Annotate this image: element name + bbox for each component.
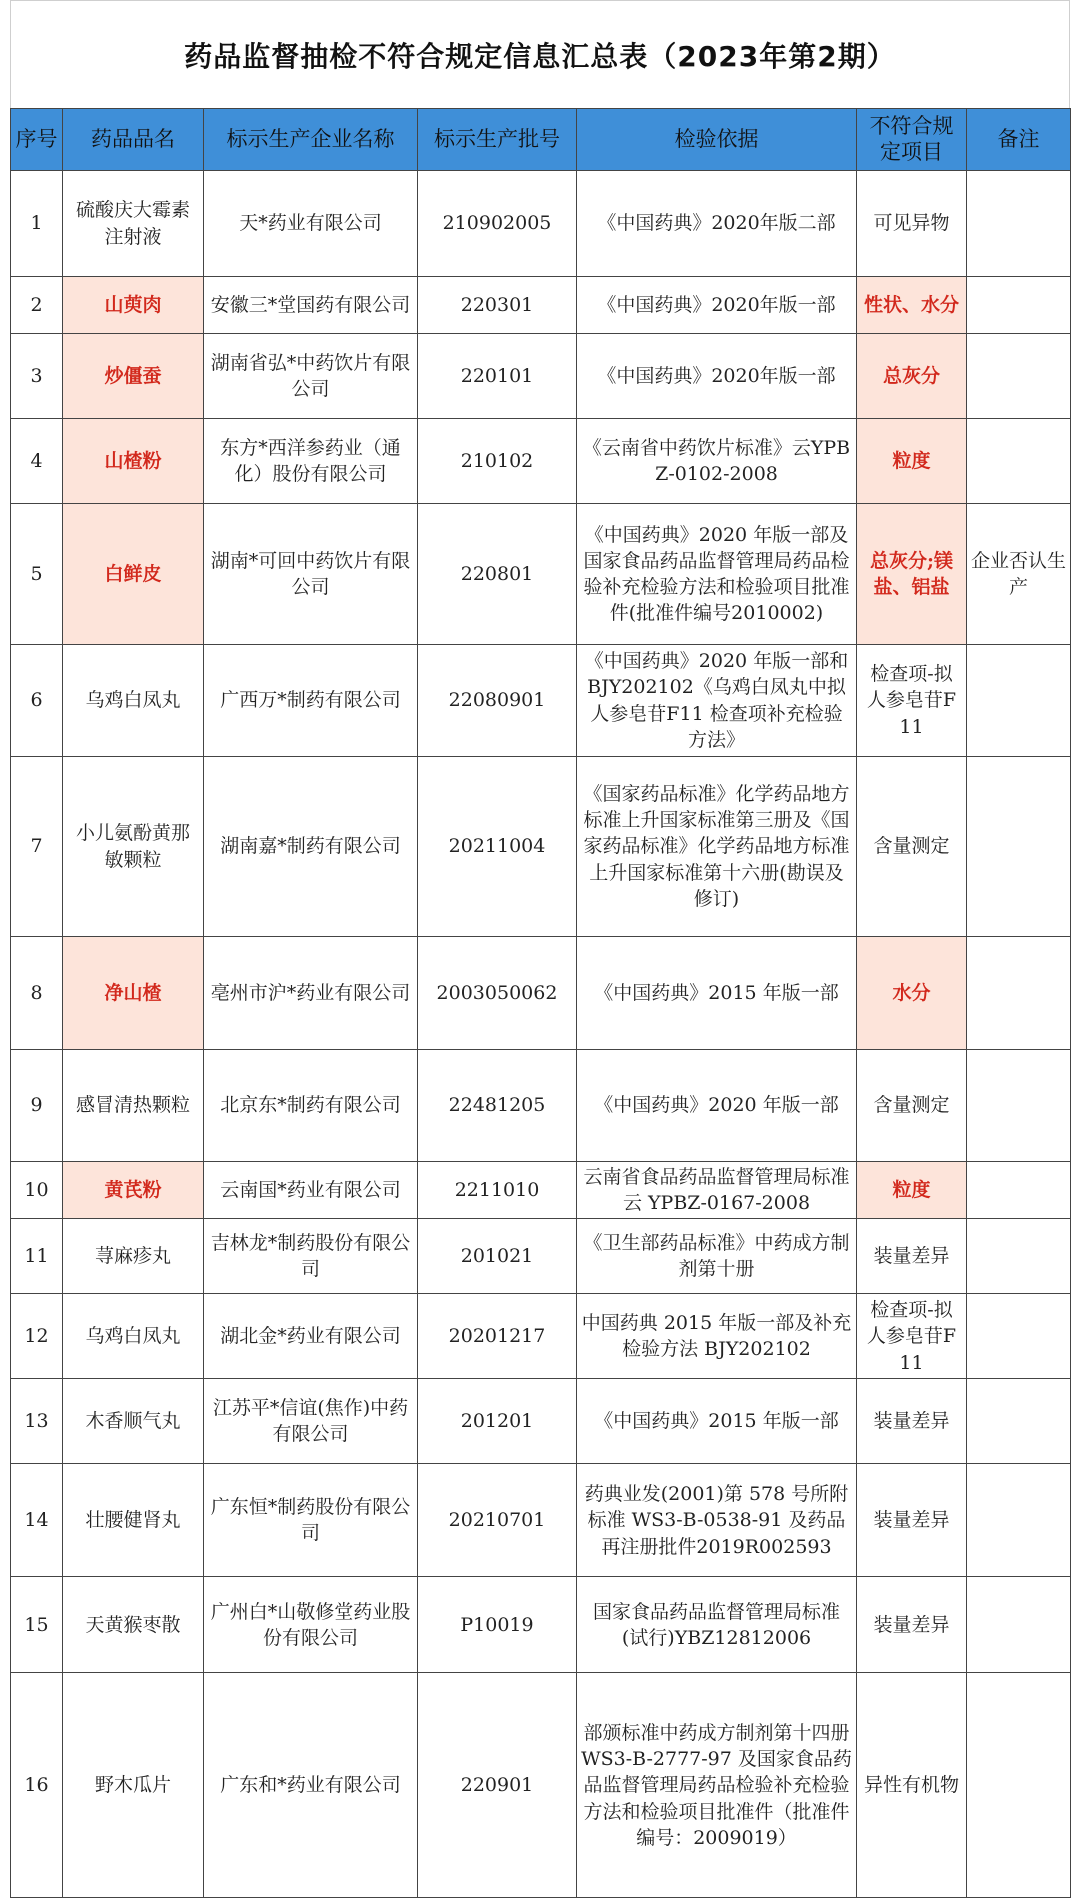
company-name: 湖北金*药业有限公司: [204, 1294, 418, 1379]
batch-number: 220901: [418, 1673, 577, 1898]
drug-name: 感冒清热颗粒: [63, 1050, 204, 1162]
row-no: 14: [11, 1464, 63, 1577]
note: [967, 1577, 1071, 1673]
drug-name: 荨麻疹丸: [63, 1219, 204, 1294]
row-no: 6: [11, 645, 63, 757]
row-no: 12: [11, 1294, 63, 1379]
batch-number: 20210701: [418, 1464, 577, 1577]
header-row: [11, 109, 1071, 171]
table-row: [11, 1219, 1071, 1294]
company-name: 广东和*药业有限公司: [204, 1673, 418, 1898]
drug-name: 山楂粉: [63, 419, 204, 504]
row-no: 13: [11, 1379, 63, 1464]
failed-item: 粒度: [857, 419, 967, 504]
company-name: 湖南*可回中药饮片有限公司: [204, 504, 418, 645]
batch-number: 22080901: [418, 645, 577, 757]
failed-item: 总灰分: [857, 334, 967, 419]
company-name: 湖南省弘*中药饮片有限公司: [204, 334, 418, 419]
table-row: [11, 171, 1071, 277]
company-name: 江苏平*信谊(焦作)中药有限公司: [204, 1379, 418, 1464]
row-no: 4: [11, 419, 63, 504]
test-basis: 云南省食品药品监督管理局标准云 YPBZ-0167-2008: [577, 1162, 857, 1219]
drug-name: 小儿氨酚黄那敏颗粒: [63, 757, 204, 937]
table-row: [11, 504, 1071, 645]
batch-number: 20211004: [418, 757, 577, 937]
note: [967, 1464, 1071, 1577]
batch-number: 220801: [418, 504, 577, 645]
test-basis: 中国药典 2015 年版一部及补充检验方法 BJY202102: [577, 1294, 857, 1379]
table-row: [11, 757, 1071, 937]
batch-number: 220301: [418, 277, 577, 334]
test-basis: 《中国药典》2020年版二部: [577, 171, 857, 277]
note: [967, 1379, 1071, 1464]
company-name: 云南国*药业有限公司: [204, 1162, 418, 1219]
drug-name: 乌鸡白凤丸: [63, 645, 204, 757]
drug-name: 黄芪粉: [63, 1162, 204, 1219]
batch-number: 220101: [418, 334, 577, 419]
company-name: 广东恒*制药股份有限公司: [204, 1464, 418, 1577]
drug-name: 木香顺气丸: [63, 1379, 204, 1464]
failed-item: 检查项-拟人参皂苷F11: [857, 645, 967, 757]
company-name: 安徽三*堂国药有限公司: [204, 277, 418, 334]
table-row: [11, 1050, 1071, 1162]
row-no: 10: [11, 1162, 63, 1219]
company-name: 湖南嘉*制药有限公司: [204, 757, 418, 937]
row-no: 5: [11, 504, 63, 645]
col-header-company: 标示生产企业名称: [204, 109, 418, 171]
table-row: [11, 937, 1071, 1050]
drug-name: 壮腰健肾丸: [63, 1464, 204, 1577]
failed-item: 粒度: [857, 1162, 967, 1219]
batch-number: 2003050062: [418, 937, 577, 1050]
test-basis: 《中国药典》2015 年版一部: [577, 1379, 857, 1464]
company-name: 天*药业有限公司: [204, 171, 418, 277]
col-header-item: 不符合规定项目: [857, 109, 967, 171]
row-no: 2: [11, 277, 63, 334]
row-no: 8: [11, 937, 63, 1050]
batch-number: 201201: [418, 1379, 577, 1464]
table-row: [11, 1162, 1071, 1219]
batch-number: 2211010: [418, 1162, 577, 1219]
test-basis: 《云南省中药饮片标准》云YPBZ-0102-2008: [577, 419, 857, 504]
failed-item: 可见异物: [857, 171, 967, 277]
drug-name: 白鲜皮: [63, 504, 204, 645]
row-no: 15: [11, 1577, 63, 1673]
drug-name: 山萸肉: [63, 277, 204, 334]
company-name: 广西万*制药有限公司: [204, 645, 418, 757]
test-basis: 《中国药典》2020 年版一部: [577, 1050, 857, 1162]
test-basis: 《中国药典》2020 年版一部及国家食品药品监督管理局药品检验补充检验方法和检验项目批准件(批准件编号2010002): [577, 504, 857, 645]
note: [967, 937, 1071, 1050]
drug-name: 野木瓜片: [63, 1673, 204, 1898]
row-no: 7: [11, 757, 63, 937]
drug-name: 乌鸡白凤丸: [63, 1294, 204, 1379]
batch-number: 20201217: [418, 1294, 577, 1379]
failed-item: 装量差异: [857, 1464, 967, 1577]
note: [967, 1673, 1071, 1898]
note: [967, 277, 1071, 334]
note: [967, 645, 1071, 757]
drug-name: 净山楂: [63, 937, 204, 1050]
row-no: 3: [11, 334, 63, 419]
batch-number: P10019: [418, 1577, 577, 1673]
test-basis: 《中国药典》2015 年版一部: [577, 937, 857, 1050]
table-row: [11, 1673, 1071, 1898]
table-row: [11, 334, 1071, 419]
batch-number: 210102: [418, 419, 577, 504]
table-row: [11, 277, 1071, 334]
test-basis: 药典业发(2001)第 578 号所附标准 WS3-B-0538-91 及药品再注册批件2019R002593: [577, 1464, 857, 1577]
table-row: [11, 419, 1071, 504]
failed-item: 总灰分;镁盐、铝盐: [857, 504, 967, 645]
test-basis: 《中国药典》2020 年版一部和 BJY202102《乌鸡白凤丸中拟人参皂苷F11 检查项补充检验方法》: [577, 645, 857, 757]
batch-number: 210902005: [418, 171, 577, 277]
page-title: 药品监督抽检不符合规定信息汇总表（2023年第2期）: [184, 39, 896, 73]
failed-item: 异性有机物: [857, 1673, 967, 1898]
note: [967, 419, 1071, 504]
table-row: [11, 1464, 1071, 1577]
col-header-no: 序号: [11, 109, 63, 171]
failed-item: 含量测定: [857, 1050, 967, 1162]
test-basis: 《国家药品标准》化学药品地方标准上升国家标准第三册及《国家药品标准》化学药品地方标准上升国家标准第十六册(勘误及修订): [577, 757, 857, 937]
failed-item: 检查项-拟人参皂苷F11: [857, 1294, 967, 1379]
batch-number: 22481205: [418, 1050, 577, 1162]
title-box: [10, 0, 1070, 108]
note: [967, 334, 1071, 419]
table-row: [11, 1379, 1071, 1464]
test-basis: 《卫生部药品标准》中药成方制剂第十册: [577, 1219, 857, 1294]
table-row: [11, 1577, 1071, 1673]
failed-item: 水分: [857, 937, 967, 1050]
note: [967, 171, 1071, 277]
table-row: [11, 1294, 1071, 1379]
row-no: 16: [11, 1673, 63, 1898]
drug-name: 炒僵蚕: [63, 334, 204, 419]
table-row: [11, 645, 1071, 757]
drug-name: 天黄猴枣散: [63, 1577, 204, 1673]
note: [967, 757, 1071, 937]
row-no: 11: [11, 1219, 63, 1294]
col-header-basis: 检验依据: [577, 109, 857, 171]
note: [967, 1162, 1071, 1219]
failed-item: 含量测定: [857, 757, 967, 937]
company-name: 吉林龙*制药股份有限公司: [204, 1219, 418, 1294]
test-basis: 部颁标准中药成方制剂第十四册 WS3-B-2777-97 及国家食品药品监督管理局药品检验补充检验方法和检验项目批准件（批准件编号：2009019）: [577, 1673, 857, 1898]
note: [967, 1219, 1071, 1294]
batch-number: 201021: [418, 1219, 577, 1294]
col-header-note: 备注: [967, 109, 1071, 171]
company-name: 北京东*制药有限公司: [204, 1050, 418, 1162]
test-basis: 国家食品药品监督管理局标准(试行)YBZ12812006: [577, 1577, 857, 1673]
row-no: 9: [11, 1050, 63, 1162]
note: [967, 1050, 1071, 1162]
summary-table: [10, 108, 1071, 1898]
company-name: 东方*西洋参药业（通化）股份有限公司: [204, 419, 418, 504]
failed-item: 装量差异: [857, 1379, 967, 1464]
test-basis: 《中国药典》2020年版一部: [577, 277, 857, 334]
col-header-name: 药品品名: [63, 109, 204, 171]
note: 企业否认生产: [967, 504, 1071, 645]
company-name: 广州白*山敬修堂药业股份有限公司: [204, 1577, 418, 1673]
failed-item: 装量差异: [857, 1577, 967, 1673]
company-name: 亳州市沪*药业有限公司: [204, 937, 418, 1050]
failed-item: 装量差异: [857, 1219, 967, 1294]
failed-item: 性状、水分: [857, 277, 967, 334]
test-basis: 《中国药典》2020年版一部: [577, 334, 857, 419]
col-header-batch: 标示生产批号: [418, 109, 577, 171]
row-no: 1: [11, 171, 63, 277]
note: [967, 1294, 1071, 1379]
drug-name: 硫酸庆大霉素注射液: [63, 171, 204, 277]
